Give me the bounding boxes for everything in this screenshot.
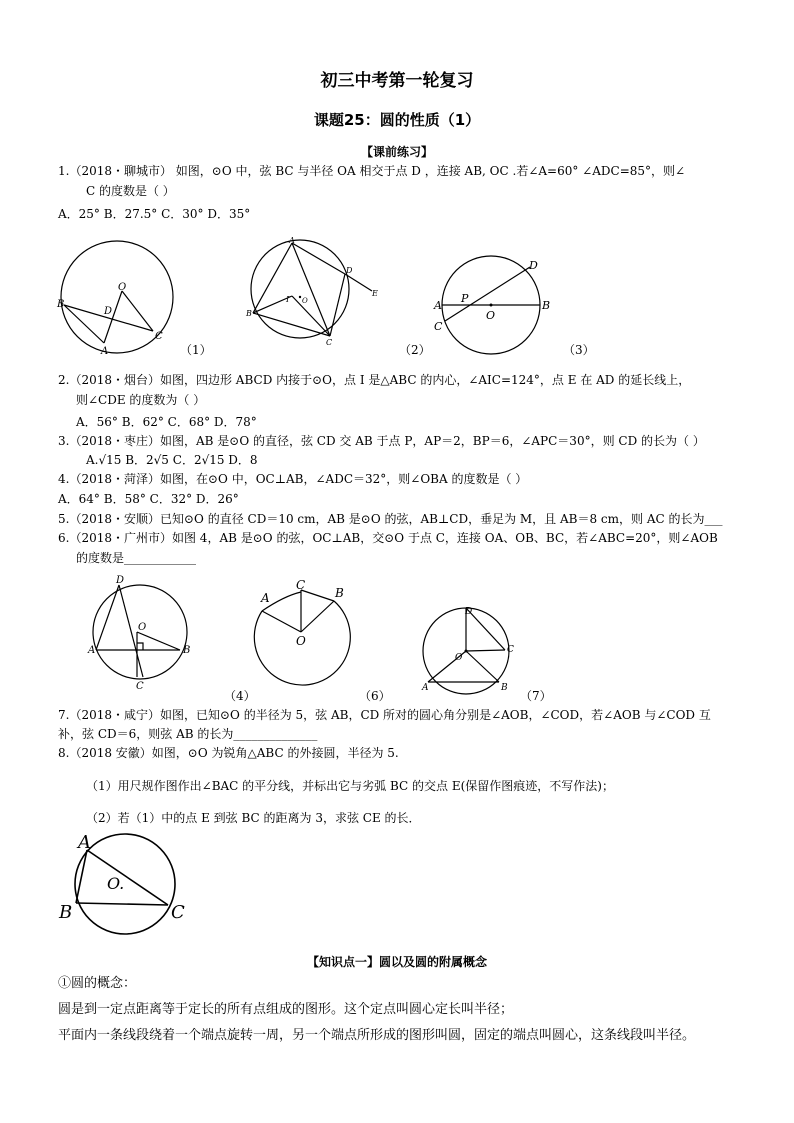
q8-line1: 8.（2018 安徽）如图，⊙O 为锐角△ABC 的外接圆，半径为 5.	[58, 746, 399, 760]
q1-options: A．25° B．27.5° C．30° D．35°	[58, 207, 251, 221]
fig7-label-o: O	[455, 653, 463, 663]
fig4-label-b: B	[183, 645, 191, 656]
knowledge-p1: 圆是到一定点距离等于定长的所有点组成的图形。这个定点叫圆心定长叫半径；	[58, 1002, 514, 1017]
fig1-label-a: A	[101, 346, 109, 357]
q8-label-b: B	[59, 902, 73, 923]
fig4-caption: （4）	[224, 689, 256, 703]
fig2-caption: （2）	[399, 343, 431, 357]
q8-label-c: C	[171, 902, 185, 923]
q8-part1: （1）用尺规作图作出∠BAC 的平分线，并标出它与劣弧 BC 的交点 E(保留作图痕迹，不写作法)；	[86, 779, 614, 793]
fig3-label-a: A	[434, 299, 442, 312]
fig4-label-o: O	[138, 622, 147, 633]
knowledge-p2: 平面内一条线段绕着一个端点旋转一周，另一个端点所形成的图形叫圆，固定的端点叫圆心，这条线段叫半径。	[58, 1028, 696, 1043]
fig4-label-c: C	[136, 681, 144, 692]
page-title: 初三中考第一轮复习	[320, 71, 474, 91]
knowledge-item1: ①圆的概念：	[58, 976, 137, 991]
lesson-subtitle: 课题25：圆的性质（1）	[313, 111, 481, 129]
fig4-label-a: A	[88, 645, 96, 656]
fig6-label-c: C	[296, 578, 306, 592]
fig1-label-c: C	[155, 331, 163, 342]
fig2-label-d: D	[346, 266, 353, 275]
fig6-label-b: B	[335, 586, 344, 600]
fig7-label-d: D	[465, 607, 473, 617]
fig1-caption: （1）	[180, 343, 212, 357]
fig1-label-o: O	[118, 282, 127, 293]
fig3-label-b: B	[542, 299, 551, 312]
q4-options: A．64° B．58° C．32° D．26°	[58, 492, 239, 506]
q2-options: A．56° B．62° C．68° D．78°	[76, 415, 257, 429]
fig2-label-e: E	[372, 289, 378, 298]
fig6-label-a: A	[261, 591, 270, 605]
fig3-label-c: C	[434, 320, 443, 333]
q1-line1: 1.（2018・聊城市） 如图，⊙O 中，弦 BC 与半径 OA 相交于点 D ，连接 AB, OC .若∠A=60° ∠ADC=85°，则∠	[58, 164, 686, 178]
q2-line2: 则∠CDE 的度数为（ ）	[76, 393, 206, 407]
fig1-label-d: D	[104, 306, 113, 317]
q7-line1: 7.（2018・咸宁）如图，已知⊙O 的半径为 5，弦 AB，CD 所对的圆心角分别是∠AOB，∠COD，若∠AOB 与∠COD 互	[58, 708, 711, 722]
q3-line1: 3.（2018・枣庄）如图，AB 是⊙O 的直径，弦 CD 交 AB 于点 P，AP＝2，BP＝6，∠APC＝30°，则 CD 的长为（ ）	[58, 434, 705, 448]
section-pre-practice: 【课前练习】	[360, 145, 433, 159]
q8-part2: （2）若（1）中的点 E 到弦 BC 的距离为 3，求弦 CE 的长．	[86, 811, 421, 825]
q1-line2: C 的度数是（ ）	[86, 184, 175, 198]
fig3-label-d: D	[529, 259, 538, 272]
fig4-label-d: D	[116, 575, 125, 586]
q6-line1: 6.（2018・广州市）如图 4，AB 是⊙O 的弦，OC⊥AB，交⊙O 于点 C，连接 OA、OB、BC，若∠ABC=20°，则∠AOB	[58, 531, 718, 545]
q4-line1: 4.（2018・菏泽）如图，在⊙O 中，OC⊥AB，∠ADC＝32°，则∠OBA 的度数是（ ）	[58, 472, 528, 486]
q3-options: A.√15 B．2√5 C．2√15 D．8	[86, 453, 258, 467]
q8-label-o: O.	[107, 874, 125, 893]
fig6-label-o: O	[296, 634, 306, 648]
fig6-caption: （6）	[359, 689, 391, 703]
q5-line1: 5.（2018・安顺）已知⊙O 的直径 CD＝10 cm，AB 是⊙O 的弦，AB⊥CD，垂足为 M，且 AB＝8 cm，则 AC 的长为___	[58, 512, 723, 526]
knowledge-heading: 【知识点一】圆以及圆的附属概念	[306, 955, 487, 969]
fig7-label-a: A	[422, 683, 429, 693]
fig3-caption: （3）	[563, 343, 595, 357]
q6-line2: 的度数是____________	[76, 551, 197, 565]
fig1-label-b: B	[57, 299, 65, 310]
q7-line2: 补，弦 CD＝6，则弦 AB 的长为______________	[58, 727, 318, 741]
fig2-label-a: A	[289, 236, 295, 245]
fig2-label-o: O	[302, 297, 308, 305]
fig7-label-c: C	[507, 645, 514, 655]
q8-label-a: A	[78, 832, 91, 853]
fig7-caption: （7）	[520, 689, 552, 703]
fig2-label-c: C	[326, 338, 333, 347]
fig7-label-b: B	[501, 683, 508, 693]
fig3-label-p: P	[461, 292, 469, 305]
fig2-label-i: I	[286, 295, 290, 304]
fig2-label-b: B	[246, 309, 252, 318]
fig3-label-o: O	[486, 309, 496, 322]
q2-line1: 2.（2018・烟台）如图，四边形 ABCD 内接于⊙O，点 I 是△ABC 的内心，∠AIC=124°，点 E 在 AD 的延长线上，	[58, 373, 691, 387]
